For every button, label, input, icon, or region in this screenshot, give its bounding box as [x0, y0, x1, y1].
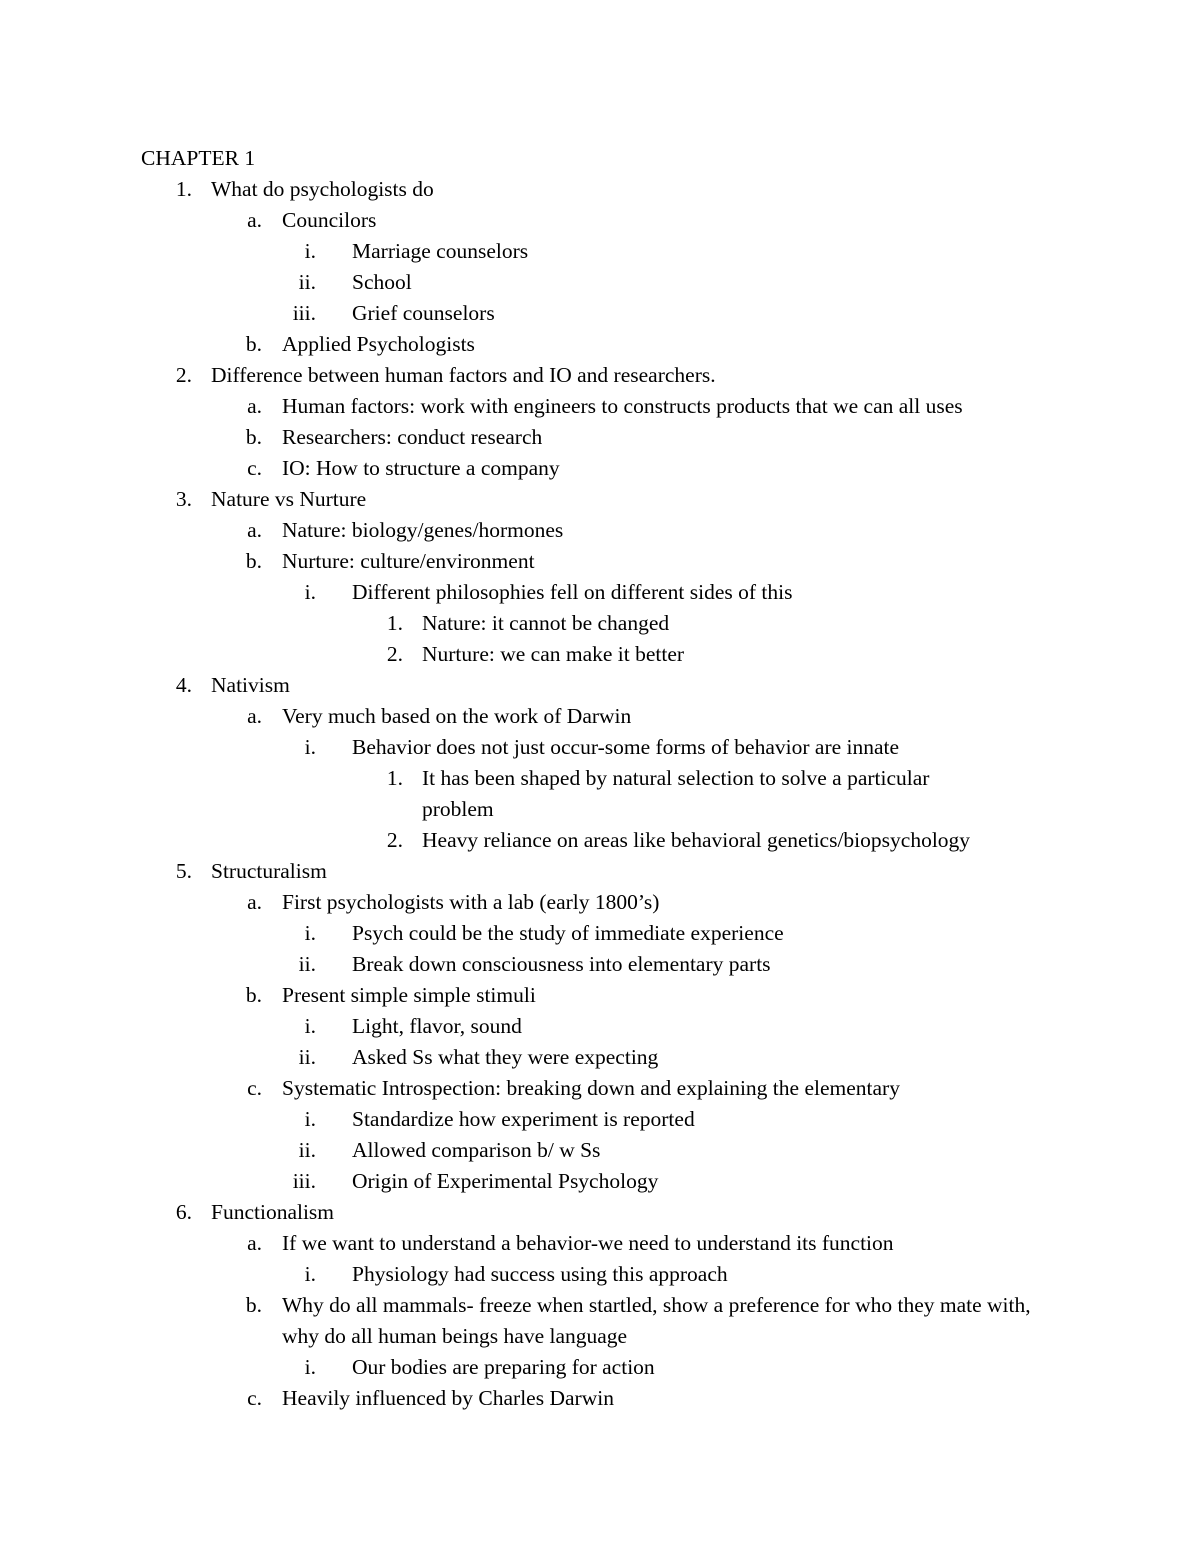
outline-item	[0, 453, 1200, 484]
outline-item	[0, 329, 1200, 360]
outline-item	[0, 1197, 1200, 1228]
outline-item-text: Functionalism	[211, 1200, 335, 1224]
outline-item-text: Present simple simple stimuli	[282, 983, 536, 1007]
outline-item	[0, 174, 1200, 205]
outline-item	[0, 1228, 1200, 1259]
outline-item-text: Nativism	[211, 673, 290, 697]
outline-item-text: Nature: biology/genes/hormones	[282, 518, 564, 542]
outline-item	[0, 670, 1200, 701]
outline-item-marker: i.	[304, 735, 316, 759]
outline-item-text: Structuralism	[211, 859, 327, 883]
outline-item-text: Asked Ss what they were expecting	[352, 1045, 659, 1069]
outline-item	[0, 887, 1200, 918]
outline-item	[0, 856, 1200, 887]
outline-item-marker: iii.	[292, 301, 316, 325]
chapter-title: CHAPTER 1	[141, 146, 256, 170]
outline-item-text: Nature vs Nurture	[211, 487, 367, 511]
outline-item-marker: 1.	[175, 177, 192, 201]
outline-item-marker: 5.	[175, 859, 192, 883]
outline-item	[0, 1073, 1200, 1104]
outline-item-marker: b.	[245, 425, 262, 449]
outline-item-marker: ii.	[298, 270, 316, 294]
outline-item-text: Difference between human factors and IO and researchers.	[211, 363, 716, 387]
outline-item-text: Our bodies are preparing for action	[352, 1355, 655, 1379]
outline-item-marker: ii.	[298, 1138, 316, 1162]
outline-item	[0, 546, 1200, 577]
outline-item	[0, 1290, 1200, 1352]
outline-item	[0, 515, 1200, 546]
outline-item	[0, 639, 1200, 670]
outline-item-text: Physiology had success using this approach	[352, 1262, 728, 1286]
outline-item-text: Heavily influenced by Charles Darwin	[282, 1386, 614, 1410]
outline-item-marker: c.	[247, 1076, 262, 1100]
outline-item	[0, 1166, 1200, 1197]
outline-item-text: Researchers: conduct research	[282, 425, 543, 449]
outline-item-text: It has been shaped by natural selection to solve a particular problem	[422, 766, 930, 821]
outline-item-marker: a.	[247, 518, 262, 542]
outline-item-marker: a.	[247, 1231, 262, 1255]
outline-item-marker: 1.	[386, 611, 403, 635]
outline-item-text: Nurture: we can make it better	[422, 642, 685, 666]
outline-item-text: Allowed comparison b/ w Ss	[352, 1138, 601, 1162]
outline-item	[0, 298, 1200, 329]
outline-item-marker: 3.	[175, 487, 192, 511]
outline-item-text: Heavy reliance on areas like behavioral genetics/biopsychology	[422, 828, 971, 852]
outline-item	[0, 732, 1200, 763]
outline-item-marker: a.	[247, 208, 262, 232]
outline-item-marker: b.	[245, 549, 262, 573]
outline-item-marker: i.	[304, 1014, 316, 1038]
outline-item	[0, 391, 1200, 422]
outline-item-text: Human factors: work with engineers to constructs products that we can all uses	[282, 394, 963, 418]
outline-item-marker: 4.	[175, 673, 192, 697]
outline-item-marker: i.	[304, 580, 316, 604]
outline-item	[0, 1259, 1200, 1290]
outline-item	[0, 825, 1200, 856]
outline-item	[0, 577, 1200, 608]
outline-item-marker: c.	[247, 1386, 262, 1410]
outline-item	[0, 1383, 1200, 1414]
outline-item-marker: a.	[247, 394, 262, 418]
outline-item	[0, 980, 1200, 1011]
outline-item-text: First psychologists with a lab (early 1800’s)	[282, 890, 660, 914]
outline-item-text: Break down consciousness into elementary parts	[352, 952, 771, 976]
outline-item	[0, 236, 1200, 267]
outline-item	[0, 949, 1200, 980]
outline-item-text: IO: How to structure a company	[282, 456, 560, 480]
outline-item-marker: 2.	[175, 363, 192, 387]
outline-item-text: Nurture: culture/environment	[282, 549, 535, 573]
outline-item-text: Behavior does not just occur-some forms of behavior are innate	[352, 735, 900, 759]
outline-item-marker: b.	[245, 332, 262, 356]
outline-item	[0, 422, 1200, 453]
outline-item-text: Different philosophies fell on different sides of this	[352, 580, 793, 604]
outline-item-marker: c.	[247, 456, 262, 480]
outline-item	[0, 1042, 1200, 1073]
outline-item-marker: b.	[245, 1293, 262, 1317]
outline-item	[0, 484, 1200, 515]
outline-item-marker: 2.	[386, 642, 403, 666]
outline-item-marker: a.	[247, 704, 262, 728]
outline-item-marker: i.	[304, 239, 316, 263]
outline-item-text: Grief counselors	[352, 301, 495, 325]
outline-item-marker: i.	[304, 1355, 316, 1379]
outline-item-text: Applied Psychologists	[282, 332, 475, 356]
outline-item-text: If we want to understand a behavior-we need to understand its function	[282, 1231, 894, 1255]
outline-item	[0, 360, 1200, 391]
outline-item-marker: i.	[304, 1262, 316, 1286]
outline-item-text: Why do all mammals- freeze when startled, show a preference for who they mate with, why do all human beings have language	[282, 1293, 1031, 1348]
outline-item	[0, 267, 1200, 298]
outline-item	[0, 1104, 1200, 1135]
outline-item-text: What do psychologists do	[211, 177, 434, 201]
outline-item-marker: ii.	[298, 1045, 316, 1069]
outline-item-text: Psych could be the study of immediate experience	[352, 921, 784, 945]
outline-item	[0, 1011, 1200, 1042]
outline-item-text: Standardize how experiment is reported	[352, 1107, 695, 1131]
outline-item-marker: 6.	[175, 1200, 192, 1224]
outline-item-marker: ii.	[298, 952, 316, 976]
outline-item-text: Light, flavor, sound	[352, 1014, 522, 1038]
outline-item-text: Nature: it cannot be changed	[422, 611, 670, 635]
outline-item-text: Systematic Introspection: breaking down and explaining the elementary	[282, 1076, 900, 1100]
outline-item-text: School	[352, 270, 412, 294]
outline-item-marker: b.	[245, 983, 262, 1007]
outline-item-text: Origin of Experimental Psychology	[352, 1169, 659, 1193]
outline-item-marker: 2.	[386, 828, 403, 852]
outline-item-marker: iii.	[292, 1169, 316, 1193]
outline-item	[0, 1135, 1200, 1166]
outline-item	[0, 701, 1200, 732]
outline-item	[0, 763, 1200, 825]
outline-item-text: Very much based on the work of Darwin	[282, 704, 632, 728]
outline-item-marker: i.	[304, 921, 316, 945]
outline-list	[0, 174, 1200, 1414]
outline-item-marker: i.	[304, 1107, 316, 1131]
outline-item	[0, 1352, 1200, 1383]
outline-item-marker: 1.	[386, 766, 403, 790]
outline-item-marker: a.	[247, 890, 262, 914]
outline-item-text: Councilors	[282, 208, 377, 232]
outline-item-text: Marriage counselors	[352, 239, 529, 263]
outline-item	[0, 608, 1200, 639]
outline-item	[0, 918, 1200, 949]
outline-item	[0, 205, 1200, 236]
